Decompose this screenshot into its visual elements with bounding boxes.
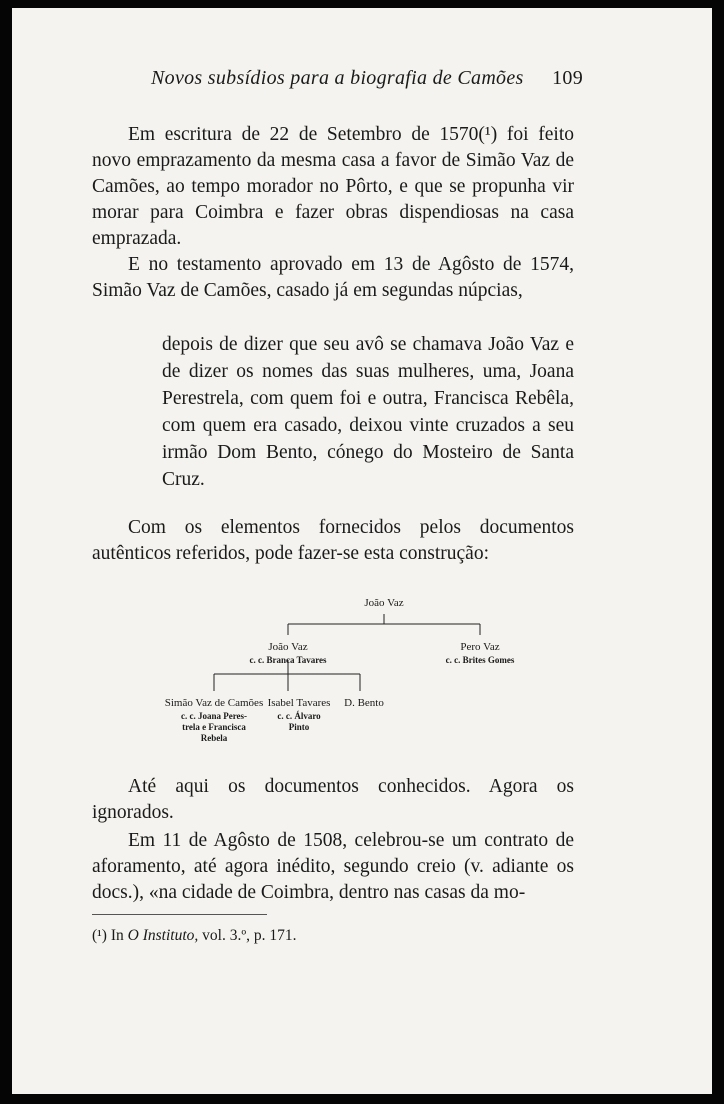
tree-gen3-spouse-2b: Pinto: [288, 722, 310, 732]
footnote: [92, 927, 297, 945]
tree-gen3-name-3: D. Bento: [344, 697, 384, 709]
tree-gen3-name-1: Simão Vaz de Camões: [164, 697, 264, 709]
tree-gen2-spouse-2: c. c. Brites Gomes: [445, 655, 515, 665]
tree-gen3-spouse-2a: c. c. Álvaro: [277, 711, 321, 721]
footnote-rule: [92, 914, 267, 915]
running-header: [151, 67, 583, 90]
footnote-prefix: In: [110, 927, 124, 944]
footnote-rest: vol. 3.º, p. 171.: [202, 927, 297, 944]
tree-gen3-spouse-1a: c. c. Joana Peres-: [180, 711, 248, 721]
paragraph-5: Em 11 de Agôsto de 1508, celebrou-se um contrato de aforamento, até agora inédito, segundo creio (v. adiante os docs.), «na cidade de Coimbra, dentro nas casas da mo-: [92, 830, 574, 903]
paragraph-4: Até aqui os documentos conhecidos. Agora os ignorados.: [92, 776, 574, 823]
footnote-marker: (¹): [92, 927, 107, 944]
paragraph-3: Com os elementos fornecidos pelos documentos autênticos referidos, pode fazer-se esta construção:: [92, 517, 574, 564]
page-number: 109: [552, 67, 583, 89]
tree-gen3-spouse-1b: trela e Francisca: [182, 722, 246, 732]
running-title: Novos subsídios para a biografia de Camões: [151, 67, 524, 89]
tree-gen2-name-1: João Vaz: [268, 641, 308, 653]
tree-gen3-name-2: Isabel Tavares: [267, 697, 331, 709]
tree-gen2-spouse-1: c. c. Branca Tavares: [249, 655, 327, 665]
tree-gen3-spouse-1c: Rebela: [200, 733, 228, 743]
block-quote: depois de dizer que seu avô se chamava João Vaz e de dizer os nomes das suas mulheres, uma, Joana Perestrela, com quem foi e outra, Francisca Rebêla, com quem era casado, deixou vinte cruzados a seu irmão Dom Bento, cónego do Mosteiro de Santa Cruz.: [162, 334, 574, 490]
paragraph-1: Em escritura de 22 de Setembro de 1570(¹) foi feito novo emprazamento da mesma casa a favor de Simão Vaz de Camões, ao tempo morador no Pôrto, e que se propunha vir morar para Coimbra e fazer obras dispendiosas na casa emprazada.: [92, 124, 574, 249]
book-page: [12, 8, 712, 1094]
footnote-title: O Instituto,: [127, 927, 199, 944]
genealogy-tree: [144, 588, 524, 758]
tree-root-name: João Vaz: [364, 597, 404, 609]
tree-gen2-name-2: Pero Vaz: [460, 641, 500, 653]
paragraph-2: E no testamento aprovado em 13 de Agôsto de 1574, Simão Vaz de Camões, casado já em segundas núpcias,: [92, 254, 574, 301]
